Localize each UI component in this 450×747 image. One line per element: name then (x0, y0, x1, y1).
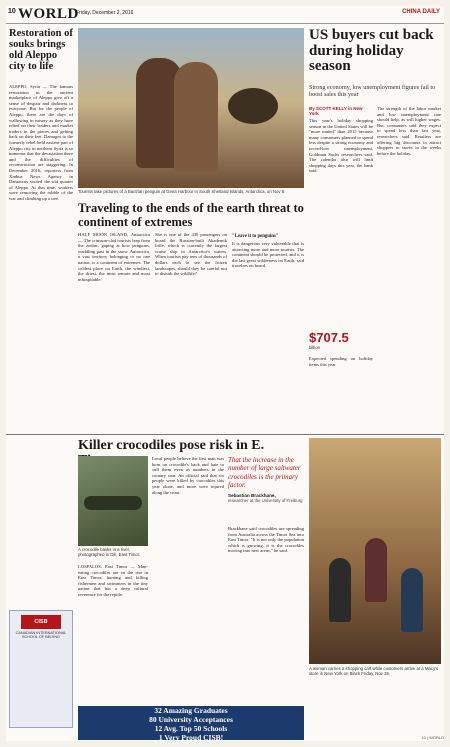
section-title: WORLD (18, 6, 79, 22)
page-number: 10 (8, 8, 16, 15)
tourist-figure (174, 62, 218, 172)
crocodile-photo-caption: A crocodile basks in a river, photographed in Dili, East Timor. (78, 547, 141, 557)
travel-body-col2: She is one of the 430 passengers on board the Russian-built Akademik Ioffe, which is currently the largest cruise ship in Antarctica's waters. When tourists pay tens of thousands of dollars each to see the frozen landscapes, should they be careful not to disturb the wildlife? (155, 232, 227, 277)
ad-line: 32 Amazing Graduates (154, 706, 228, 715)
pull-quote (228, 456, 304, 503)
newspaper-page (6, 6, 444, 741)
issue-date: Friday, December 2, 2016 (76, 10, 134, 16)
penguin-figure (228, 88, 278, 124)
quote-author-role: researcher at the University of Freiburg (228, 498, 303, 504)
travel-body-col1: HALF MOON ISLAND, Antarctica — The crimson-clad tourists leap from the zodiac, gaping at how penguins, waddling past in the snow. Antarctica, a vast territory belonging to no one nation, is a continent of extremes. The coldest place on Earth, the windiest, the driest, the most remote and most inhospitable. (78, 232, 150, 282)
shopper-figure (365, 538, 387, 602)
shopper-figure (401, 568, 423, 632)
ad-line: 1 Very Proud CISB! (158, 733, 224, 742)
school-logo: CISB (21, 615, 61, 629)
us-deck: Strong economy, low unemployment figures fail to boost sales this year (309, 84, 436, 99)
us-body-col1-text: This year's holiday shopping season in the United States will be "more muted" than 2015 because many consumers planned to spend less despite a strong economy and record-low unemployment, Goldman Sachs researchers said. The calendar also will limit shopping days this year, the bank said. (309, 118, 373, 174)
travel-subhead: "Leave it to penguins" (232, 234, 279, 239)
ad-line: 12 Avg. Top 50 Schools (154, 724, 228, 733)
crocodile-photo (78, 456, 148, 546)
crocodile-figure (84, 496, 142, 510)
quote-author: Sebastian Brackhane, (228, 492, 276, 498)
shopping-photo-caption: A woman carries a shopping cart while customers arrive at a Macy's store in New York on Black Friday, Nov 25. (309, 666, 439, 676)
crocodile-headline[interactable]: Killer crocodiles pose risk in E. (78, 438, 265, 453)
brand-logo: CHINA DAILY (402, 9, 440, 15)
travel-headline[interactable]: Traveling to the ends of the earth threat to continent of extremes (78, 201, 304, 229)
crocodile-body-col2: Local people believe the first man was born on crocodile's back and hate to cull them even as numbers in the country soar. An official said that six people were killed by crocodiles this year alone, and more were injured along the coast. (152, 456, 224, 495)
us-body-col1 (309, 106, 373, 328)
us-headline[interactable]: US buyers cut back during holiday season (309, 27, 434, 74)
crocodile-body-col3: Brackhane said crocodiles are spreading from Australia across the Timor Sea into East Timor. "It is not only the population which is growing, it is the crocodiles moving into new areas," he said. (228, 526, 304, 554)
penguin-photo-caption: Tourists take pictures of a Bactrian penguin at Gena Harbour in South Shetland Islands, Antarctica, on Nov 8. (78, 189, 286, 194)
page-footer: 10 | WORLD (421, 735, 444, 740)
shopper-figure (329, 558, 351, 622)
us-byline: By SCOTT KELLY in New York (309, 106, 363, 116)
spending-stat (309, 330, 373, 350)
travel-body-col3-text: It is dangerous very vulnerable that is attracting more and more tourists. The continent should be protected, and it is the last great wilderness on Earth, said travelers on board. (232, 241, 304, 269)
travel-body-col3 (232, 232, 304, 430)
quote-text: That the increase in the number of large saltwater crocodiles is the primary factor. (228, 456, 301, 490)
ad-line: 80 University Acceptances (149, 715, 233, 724)
school-advertisement[interactable] (9, 610, 73, 728)
stat-value: $707.5 (309, 330, 349, 345)
section-divider (6, 434, 444, 435)
stat-description: Expected spending on holiday items this year (309, 356, 373, 367)
page-header (6, 6, 444, 24)
penguin-photo (78, 28, 304, 188)
shopping-photo (309, 438, 441, 664)
aleppo-body: ALEPPO, Syria — The famous restoration in the ancient marketplace of Aleppo give off a sense of despair and darkness to everyone. But for the people of Aleppo, there are the days of wallowing in misery as they have relied on their leaders and market traders in the pieces and getting back on their feet. Damages to the formerly rebel-held eastern part of Aleppo city in northern Syria is so immense that the devastation there and the difficulties of reconstruction are staggering. In December 2016, reporters from Xinhua News Agency in Damascus visited the old quarter of Aleppo. At that time, workers were removing the rubble of the war and climbing up a tree. (9, 84, 73, 201)
us-body-col2: The strength of the labor market and low unemployment rate should help, as will higher wages. But, consumers said they expect to spend less than last year, researchers said. Retailers are offering big discounts to attract shoppers to stores in the weeks before the holiday. (377, 106, 441, 156)
stat-unit: billion (309, 345, 320, 350)
crocodile-body-col1: LOSPALOS, East Timor — Man-eating crocodiles are on the rise in East Timor, hunting and killing fishermen and swimmers in the tiny nation that has a deep cultural reverence for the reptile. (78, 564, 148, 597)
school-name: CANADIAN INTERNATIONAL SCHOOL OF BEIJING (15, 631, 67, 639)
aleppo-headline[interactable]: Restoration of souks brings old Aleppo city to life (9, 28, 73, 72)
